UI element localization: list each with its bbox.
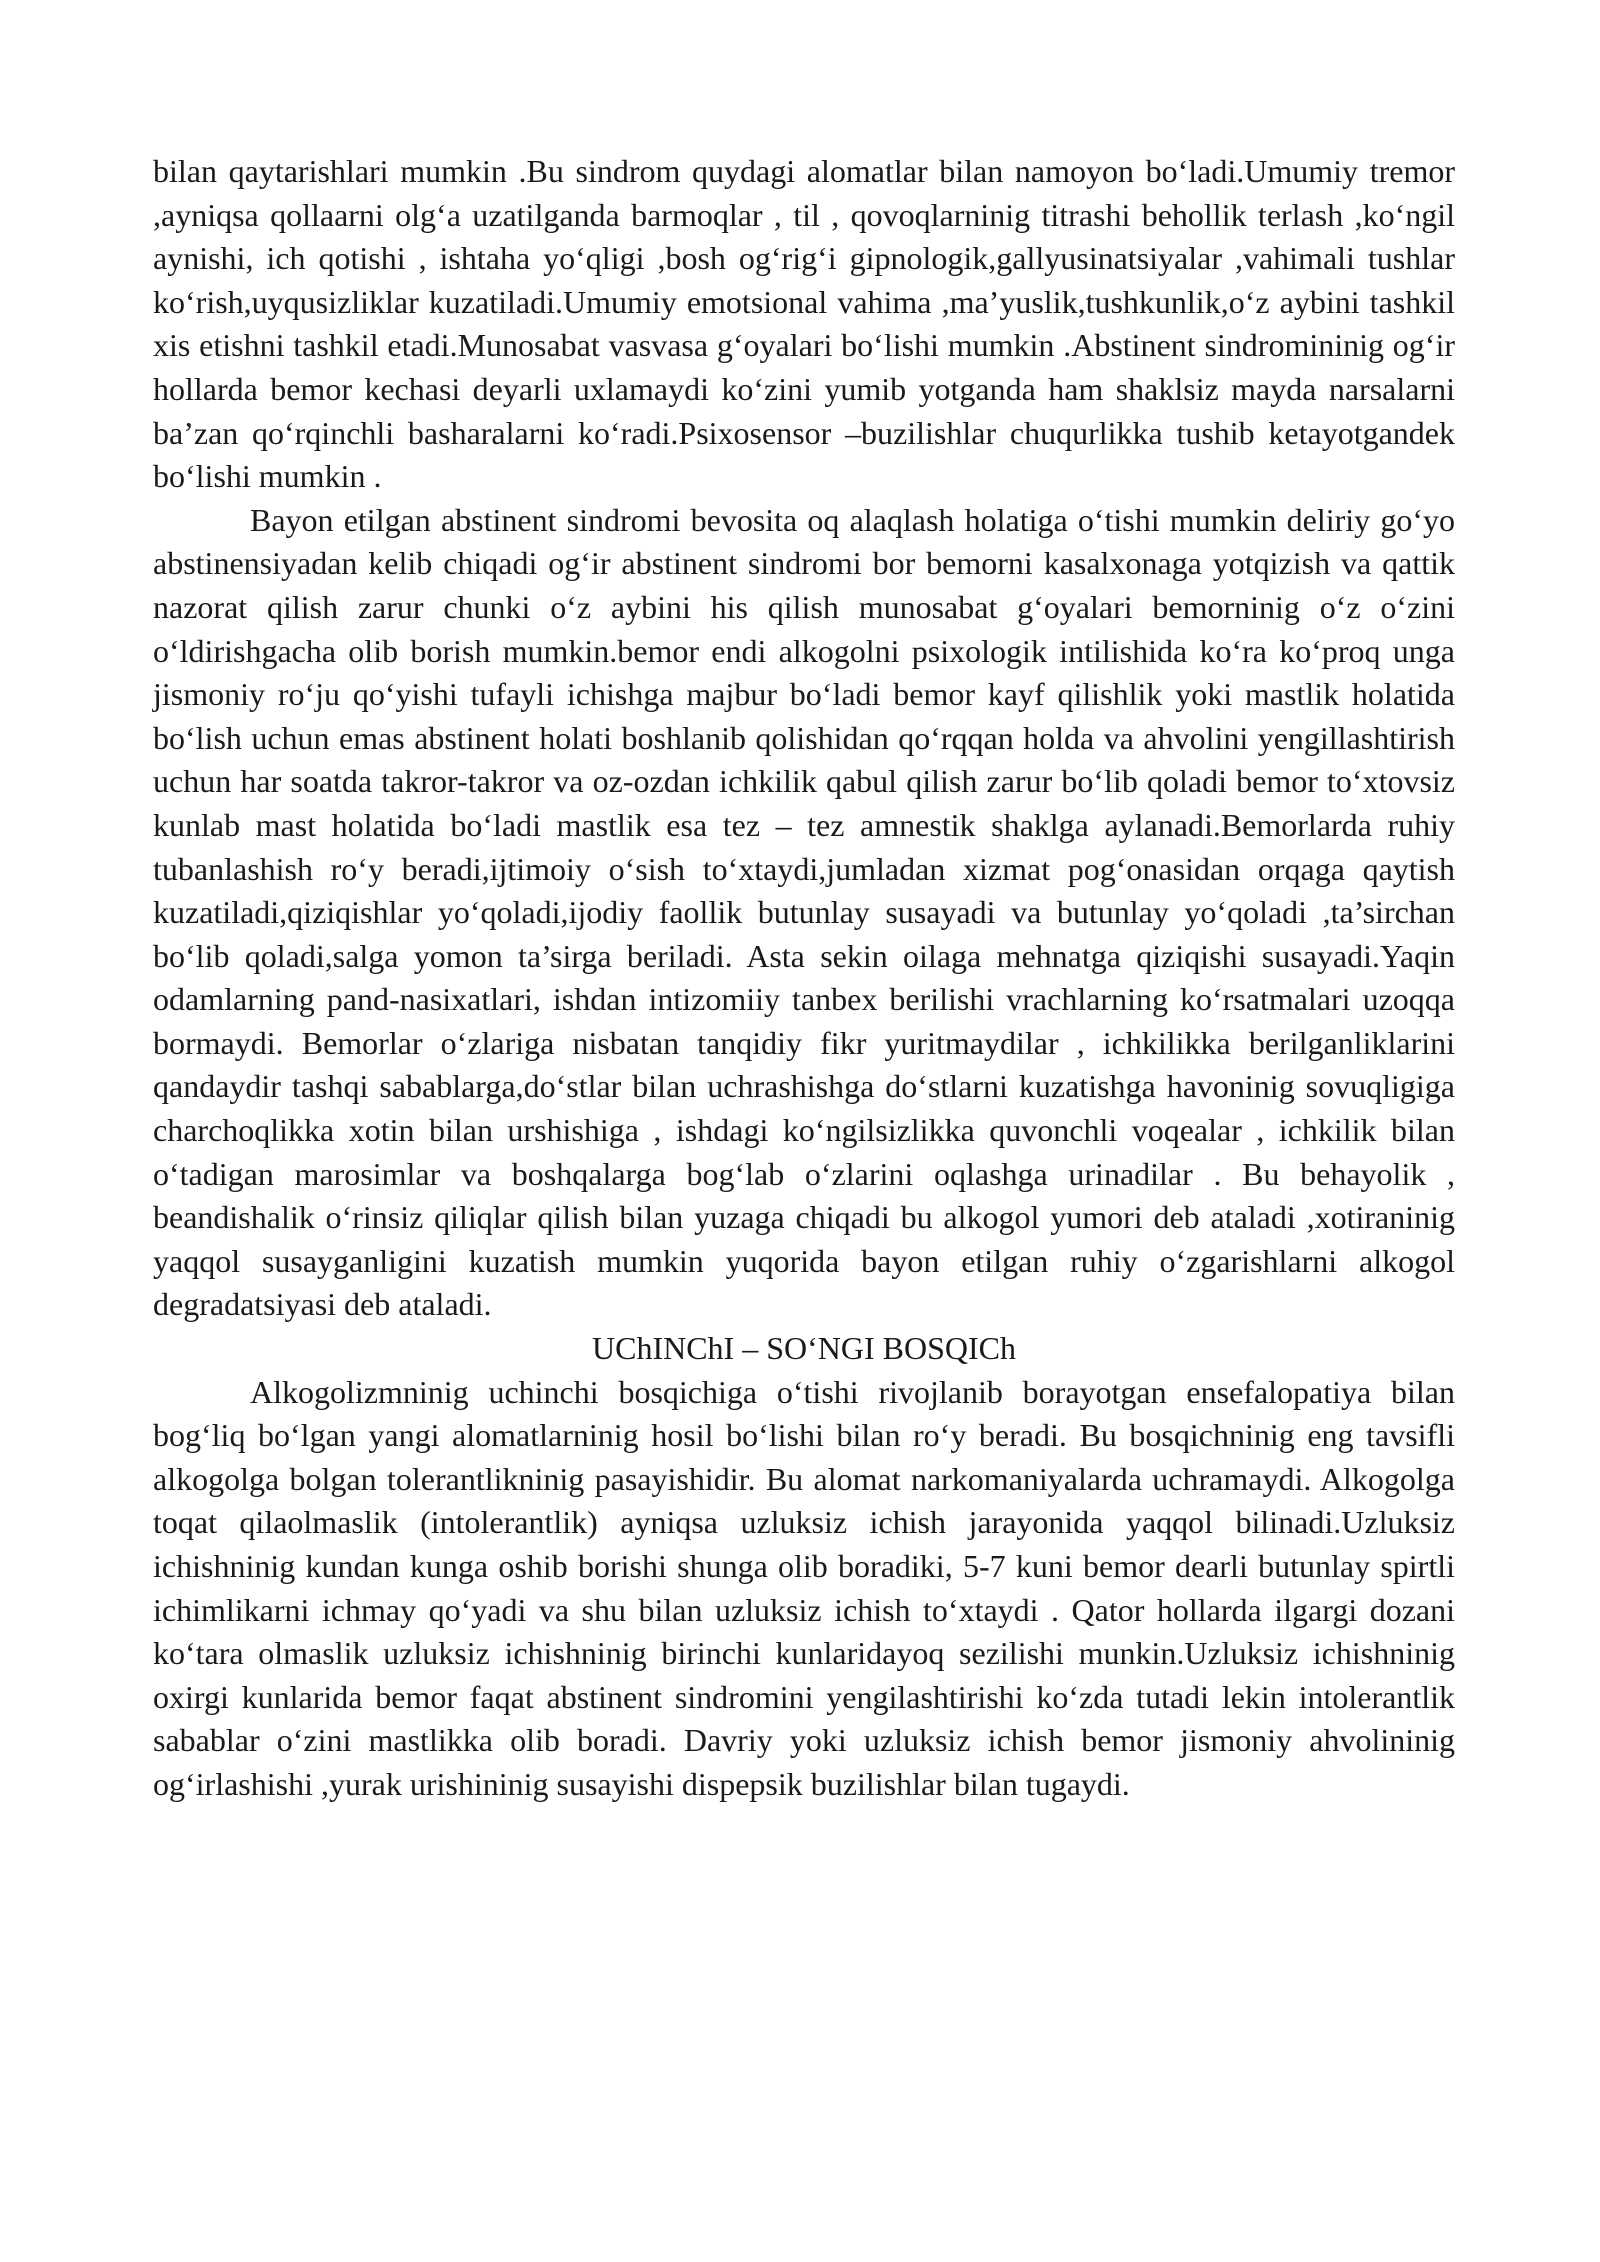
paragraph-continuation: bilan qaytarishlari mumkin .Bu sindrom quydagi alomatlar bilan namoyon bo‘ladi.Umumiy tremor ,ayniqsa qollaarni olg‘a uzatilganda barmoqlar , til , qovoqlarninig titrashi behollik terlash ,ko‘ngil aynishi, ich qotishi , ishtaha yo‘qligi ,bosh og‘rig‘i gipnologik,gallyusinatsiyalar ,vahimali tushlar ko‘rish,uyqusizliklar kuzatiladi.Umumiy emotsional vahima ,ma’yuslik,tushkunlik,o‘z aybini tashkil xis etishni tashkil etadi.Munosabat vasvasa g‘oyalari bo‘lishi mumkin .Abstinent sindromininig og‘ir hollarda bemor kechasi deyarli uxlamaydi ko‘zini yumib yotganda ham shaklsiz mayda narsalarni ba’zan qo‘rqinchli basharalarni ko‘radi.Psixosensor –buzilishlar chuqurlikka tushib ketayotgandek bo‘lishi mumkin . [153,153,1455,495]
document-page [153,150,1455,1807]
paragraph-third-stage: Alkogolizmninig uchinchi bosqichiga o‘tishi rivojlanib borayotgan ensefalopatiya bilan bog‘liq bo‘lgan yangi alomatlarninig hosil bo‘lishi bilan ro‘y beradi. Bu bosqichninig eng tavsifli alkogolga bolgan tolerantlikninig pasayishidir. Bu alomat narkomaniyalarda uchramaydi. Alkogolga toqat qilaolmaslik (intolerantlik) ayniqsa uzluksiz ichish jarayonida yaqqol bilinadi.Uzluksiz ichishninig kundan kunga oshib borishi shunga olib boradiki, 5-7 kuni bemor dearli butunlay spirtli ichimlikarni ichmay qo‘yadi va shu bilan uzluksiz ichish to‘xtaydi . Qator hollarda ilgargi dozani ko‘tara olmaslik uzluksiz ichishninig birinchi kunlaridayoq sezilishi munkin.Uzluksiz ichishninig oxirgi kunlarida bemor faqat abstinent sindromini yengilashtirishi ko‘zda tutadi lekin intolerantlik sabablar o‘zini mastlikka olib boradi. Davriy yoki uzluksiz ichish bemor jismoniy ahvolininig og‘irlashishi ,yurak urishininig susayishi dispepsik buzilishlar bilan tugaydi. [153,1373,1455,1802]
section-title: UChINChI – SO‘NGI BOSQICh [591,1330,1016,1367]
paragraph-abstinent-syndrome: Bayon etilgan abstinent sindromi bevosita oq alaqlash holatiga o‘tishi mumkin deliriy go‘yo abstinensiyadan kelib chiqadi og‘ir abstinent sindromi bor bemorni kasalxonaga yotqizish va qattik nazorat qilish zarur chunki o‘z aybini his qilish munosabat g‘oyalari bemorninig o‘z o‘zini o‘ldirishgacha olib borish mumkin.bemor endi alkogolni psixologik intilishida ko‘ra ko‘proq unga jismoniy ro‘ju qo‘yishi tufayli ichishga majbur bo‘ladi bemor kayf qilishlik yoki mastlik holatida bo‘lish uchun emas abstinent holati boshlanib qolishidan qo‘rqqan holda va ahvolini yengillashtirish uchun har soatda takror-takror va oz-ozdan ichkilik qabul qilish zarur bo‘lib qoladi bemor to‘xtovsiz kunlab mast holatida bo‘ladi mastlik esa tez – tez amnestik shaklga aylanadi.Bemorlarda ruhiy tubanlashish ro‘y beradi,ijtimoiy o‘sish to‘xtaydi,jumladan xizmat pog‘onasidan orqaga qaytish kuzatiladi,qiziqishlar yo‘qoladi,ijodiy faollik butunlay susayadi va butunlay yo‘qoladi ,ta’sirchan bo‘lib qoladi,salga yomon ta’sirga beriladi. Asta sekin oilaga mehnatga qiziqishi susayadi.Yaqin odamlarning pand-nasixatlari, ishdan intizomiiy tanbex berilishi vrachlarning ko‘rsatmalari uzoqqa bormaydi. Bemorlar o‘zlariga nisbatan tanqidiy fikr yuritmaydilar , ichkilikka berilganliklarini qandaydir tashqi sabablarga,do‘stlar bilan uchrashishga do‘stlarni kuzatishga havoninig sovuqligiga charchoqlikka xotin bilan urshishiga , ishdagi ko‘ngilsizlikka quvonchli voqealar , ichkilik bilan o‘tadigan marosimlar va boshqalarga bog‘lab o‘zlarini oqlashga urinadilar . Bu behayolik , beandishalik o‘rinsiz qiliqlar qilish bilan yuzaga chiqadi bu alkogol yumori deb ataladi ,xotiraninig yaqqol susayganligini kuzatish mumkin yuqorida bayon etilgan ruhiy o‘zgarishlarni alkogol degradatsiyasi deb ataladi. [153,501,1455,1323]
